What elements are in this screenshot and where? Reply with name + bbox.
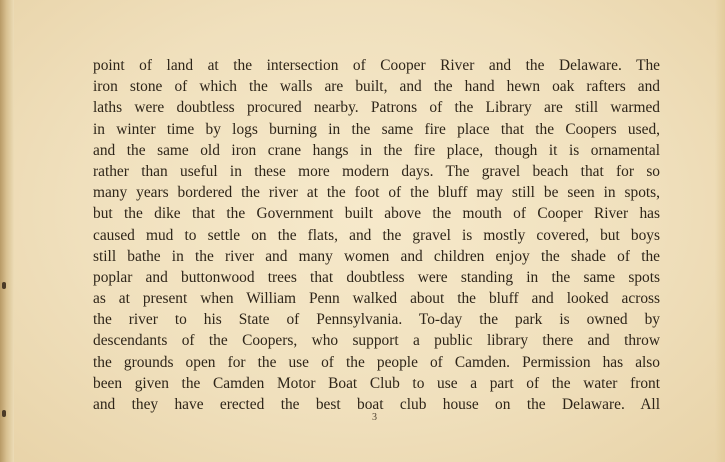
text-line: descendants of the Coopers, who support a public library there and throw — [93, 332, 660, 350]
text-line: and the same old iron crane hangs in the fire place, though it is ornamental — [93, 141, 660, 159]
page-number: 3 — [372, 412, 377, 423]
text-line: but the dike that the Government built above the mouth of Cooper River has — [93, 205, 660, 223]
text-line: iron stone of which the walls are built, and the hand hewn oak rafters and — [93, 78, 660, 96]
text-line: the grounds open for the use of the people of Camden. Permission has also — [93, 353, 660, 371]
text-line: in winter time by logs burning in the same fire place that the Coopers used, — [93, 120, 660, 138]
text-line: the river to his State of Pennsylvania. To-day the park is owned by — [93, 311, 660, 329]
text-line: and they have erected the best boat club house on the Delaware. All — [93, 396, 660, 413]
page-edge-shadow — [715, 0, 725, 462]
text-line: rather than useful in these more modern days. The gravel beach that for so — [93, 162, 660, 180]
body-text — [93, 55, 660, 415]
book-spine — [0, 0, 14, 462]
text-line: poplar and buttonwood trees that doubtless were standing in the same spots — [93, 268, 660, 286]
binding-staple — [2, 282, 6, 289]
text-line: laths were doubtless procured nearby. Patrons of the Library are still warmed — [93, 99, 660, 117]
text-line: many years bordered the river at the foot of the bluff may still be seen in spots, — [93, 184, 660, 202]
text-line: still bathe in the river and many women and children enjoy the shade of the — [93, 247, 660, 265]
text-line: point of land at the intersection of Cooper River and the Delaware. The — [93, 57, 660, 74]
text-line: been given the Camden Motor Boat Club to use a part of the water front — [93, 374, 660, 392]
text-line: as at present when William Penn walked about the bluff and looked across — [93, 290, 660, 308]
text-line: caused mud to settle on the flats, and the gravel is mostly covered, but boys — [93, 226, 660, 244]
